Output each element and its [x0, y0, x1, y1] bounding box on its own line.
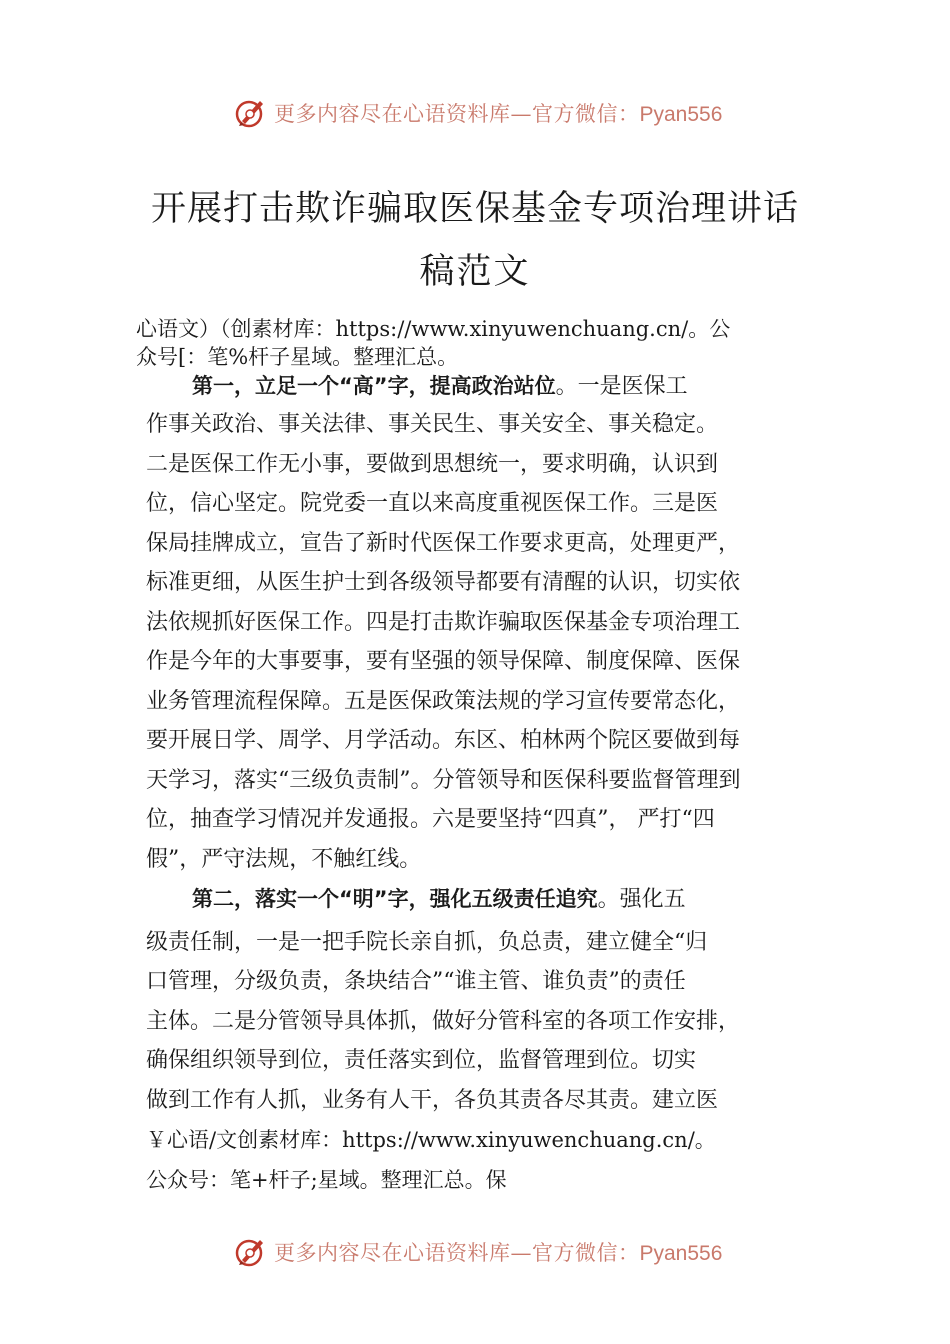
- document-title-line1: 开展打击欺诈骗取医保基金专项治理讲话: [150, 189, 799, 229]
- section2-line: 主体。二是分管领导具体抓，做好分管科室的各项工作安排，: [146, 1009, 741, 1034]
- pen-logo-icon: [232, 1234, 268, 1270]
- section1-line: 要开展日学、周学、月学活动。东区、柏林两个院区要做到每: [146, 728, 741, 753]
- section1-line: 天学习，落实“三级负责制”。分管领导和医保科要监督管理到: [146, 768, 741, 793]
- section1-line: 作是今年的大事要事，要有坚强的领导保障、制度保障、医保: [146, 649, 741, 674]
- section1-line: 二是医保工作无小事，要做到思想统一，要求明确，认识到: [146, 452, 719, 477]
- section1-line: 保局挂牌成立，宣告了新时代医保工作要求更高，处理更严，: [146, 531, 741, 556]
- pen-logo-icon: [232, 95, 268, 131]
- banner-text: 更多内容尽在心语资料库—官方微信：Pyan556: [274, 1241, 723, 1265]
- section1-line: 假”，严守法规，不触红线。: [146, 847, 422, 872]
- section2-line: 做到工作有人抓，业务有人干，各负其责各尽其责。建立医: [146, 1088, 719, 1113]
- source-line-2: 众号[：笔%杆子星域。整理汇总。: [136, 345, 459, 369]
- footer-banner: [0, 1232, 950, 1272]
- source-line-1: 心语文）（创素材库：https://www.xinyuwenchuang.cn/。公: [136, 317, 731, 341]
- section2-line: 级责任制，一是一把手院长亲自抓，负总责，建立健全“归: [146, 930, 708, 955]
- section2-first-line: [192, 883, 686, 916]
- wechat-id: Pyan556: [639, 1242, 723, 1265]
- section1-line: 法依规抓好医保工作。四是打击欺诈骗取医保基金专项治理工: [146, 610, 741, 635]
- section1-line: 。一是医保工: [555, 374, 688, 399]
- section2-line: ￥心语/文创素材库：https://www.xinyuwenchuang.cn/。: [146, 1128, 716, 1152]
- section1-line: 业务管理流程保障。五是医保政策法规的学习宣传要常态化，: [146, 689, 741, 714]
- section1-line: 标准更细，从医生护士到各级领导都要有清醒的认识，切实依: [146, 570, 741, 595]
- section1-heading: 第一，立足一个“高”字，提高政治站位: [192, 374, 556, 398]
- section2-heading: 第二，落实一个“明”字，强化五级责任追究: [192, 887, 598, 911]
- banner-text: 更多内容尽在心语资料库—官方微信：Pyan556: [274, 102, 723, 126]
- section1-line: 作事关政治、事关法律、事关民生、事关安全、事关稳定。: [146, 412, 719, 437]
- document-title-line2: 稿范文: [419, 252, 531, 292]
- section2-line: 确保组织领导到位，责任落实到位，监督管理到位。切实: [146, 1048, 697, 1073]
- section1-first-line: [192, 370, 688, 403]
- section1-line: 位，抽查学习情况并发通报。六是要坚持“四真”， 严打“四: [146, 807, 715, 832]
- section2-line: 。强化五: [597, 887, 686, 912]
- section2-line: 公众号：笔+杆子;星域。整理汇总。保: [146, 1168, 507, 1192]
- header-banner: [0, 93, 950, 133]
- wechat-id: Pyan556: [639, 103, 723, 126]
- section1-line: 位，信心坚定。院党委一直以来高度重视医保工作。三是医: [146, 491, 719, 516]
- section2-line: 口管理，分级负责，条块结合”“谁主管、谁负责”的责任: [146, 969, 686, 994]
